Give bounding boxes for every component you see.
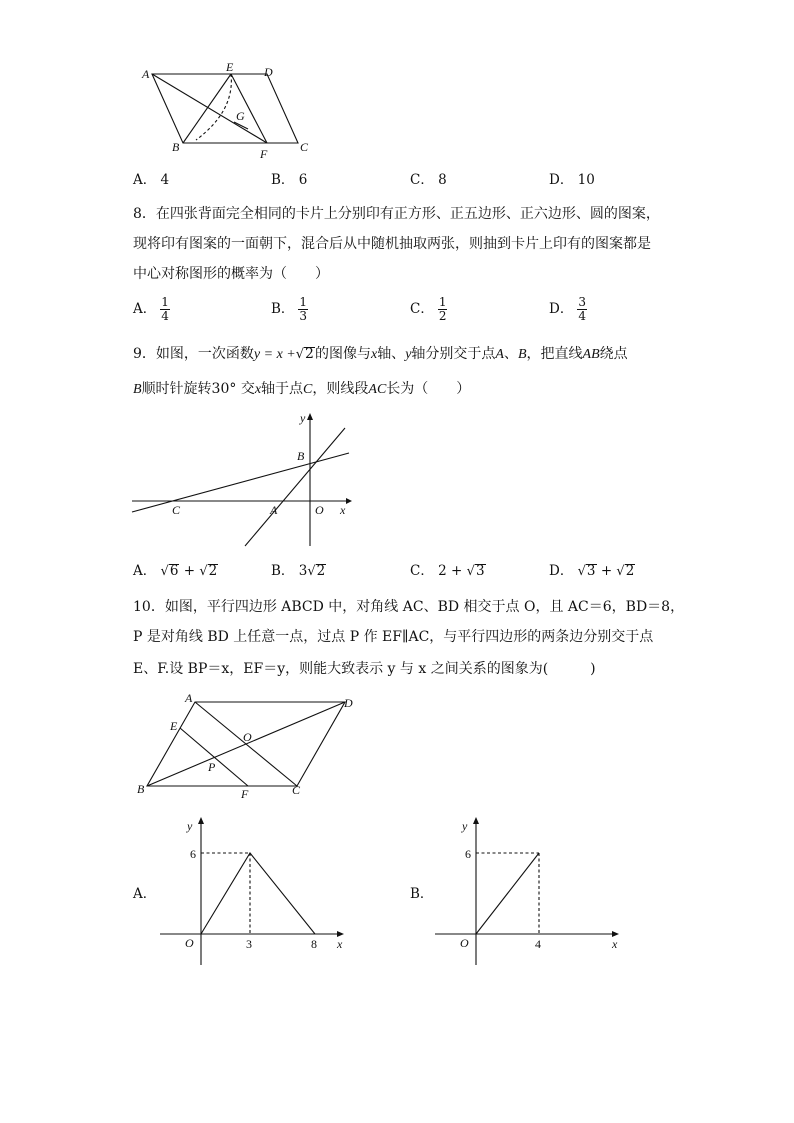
q10-label-F: F [241,787,249,801]
q10b-label-4: 4 [535,937,541,951]
q10a-label-O: O [185,936,194,950]
q7-line-EB [183,74,231,143]
q9-option-d[interactable]: D． √3 + √2 [549,563,635,579]
q7-label-D: D [264,65,273,79]
q10b-label-6: 6 [465,847,471,861]
q10b-graph-line [476,853,539,934]
q9-x-arrow [346,498,352,504]
q10-label-O: O [243,730,252,744]
q10-option-a[interactable]: A． [133,886,157,902]
q9-line1: 9．如图，一次函数y = x +√2的图像与x轴、y轴分别交于点A、B，把直线AB绕点 [133,346,628,362]
q10-graph-b [430,812,630,972]
q10-diagonal-BD [147,702,345,786]
q10a-label-3: 3 [246,937,252,951]
q10-line3: E、F.设 BP＝x，EF＝y，则能大致表示 y 与 x 之间关系的图象为( ) [133,661,596,677]
q10-graph-a [155,812,355,972]
q10-label-E: E [170,719,178,733]
q8-option-c[interactable]: C． $\frac{1}{2}$ [410,295,447,323]
q7-dashed-arc [196,74,231,140]
q8-line3: 中心对称图形的概率为（ ） [133,266,329,282]
q10a-label-x: x [337,937,343,951]
q7-figure [130,56,330,166]
q10-label-C: C [292,783,301,797]
q7-option-b[interactable]: B． 6 [271,172,308,188]
q10-label-P: P [208,760,216,774]
q9-option-a[interactable]: A． √6 + √2 [133,563,218,579]
q10-option-b[interactable]: B． [410,886,434,902]
q8-option-b[interactable]: B． $\frac{1}{3}$ [271,295,308,323]
q10-label-D: D [344,696,353,710]
q9-option-c[interactable]: C． 2 + √3 [410,563,485,579]
q9-label-O: O [315,503,324,517]
q9-label-y: y [300,411,306,425]
q9-label-B: B [297,449,305,463]
q10b-label-x: x [612,937,618,951]
q10a-label-y: y [187,819,193,833]
q7-line-AF [152,74,267,143]
q9-figure [130,408,360,553]
q10-line1: 10．如图，平行四边形 ABCD 中，对角线 AC、BD 相交于点 O，且 AC＝6，BD＝8， [133,599,685,615]
q9-line-AB [245,428,345,546]
q7-label-C: C [300,140,309,154]
q9-label-C: C [172,503,181,517]
q9-y-arrow [307,413,313,420]
q7-label-F: F [260,147,268,161]
q9-label-A: A [270,503,278,517]
q7-label-G: G [236,109,245,123]
q7-option-d[interactable]: D． 10 [549,172,595,188]
q7-label-E: E [226,60,234,74]
q10a-label-6: 6 [190,847,196,861]
q10-figure [130,690,370,805]
q10b-y-arrow [473,817,479,824]
q10b-label-O: O [460,936,469,950]
q10-label-B: B [137,782,145,796]
q7-option-c[interactable]: C． 8 [410,172,447,188]
q10a-y-arrow [198,817,204,824]
q10b-label-y: y [462,819,468,833]
q7-label-A: A [142,67,150,81]
q9-line2: B顺时针旋转30° 交x轴于点C，则线段AC长为（ ） [133,381,471,397]
q7-option-a[interactable]: A． 4 [133,172,170,188]
q9-label-x: x [340,503,346,517]
q10a-label-8: 8 [311,937,317,951]
q8-option-a[interactable]: A． $\frac{1}{4}$ [133,295,169,323]
q7-label-B: B [172,140,180,154]
q10-label-A: A [185,691,193,705]
q9-option-b[interactable]: B． 3√2 [271,563,326,579]
q10a-graph-line [201,853,315,934]
q8-option-d[interactable]: D． $\frac{3}{4}$ [549,295,586,323]
q8-line1: 8．在四张背面完全相同的卡片上分别印有正方形、正五边形、正六边形、圆的图案， [133,206,660,222]
q8-line2: 现将印有图案的一面朝下，混合后从中随机抽取两张，则抽到卡片上印有的图案都是 [133,236,651,252]
q10-line2: P 是对角线 BD 上任意一点，过点 P 作 EF∥AC，与平行四边形的两条边分别交于点 [133,629,654,645]
